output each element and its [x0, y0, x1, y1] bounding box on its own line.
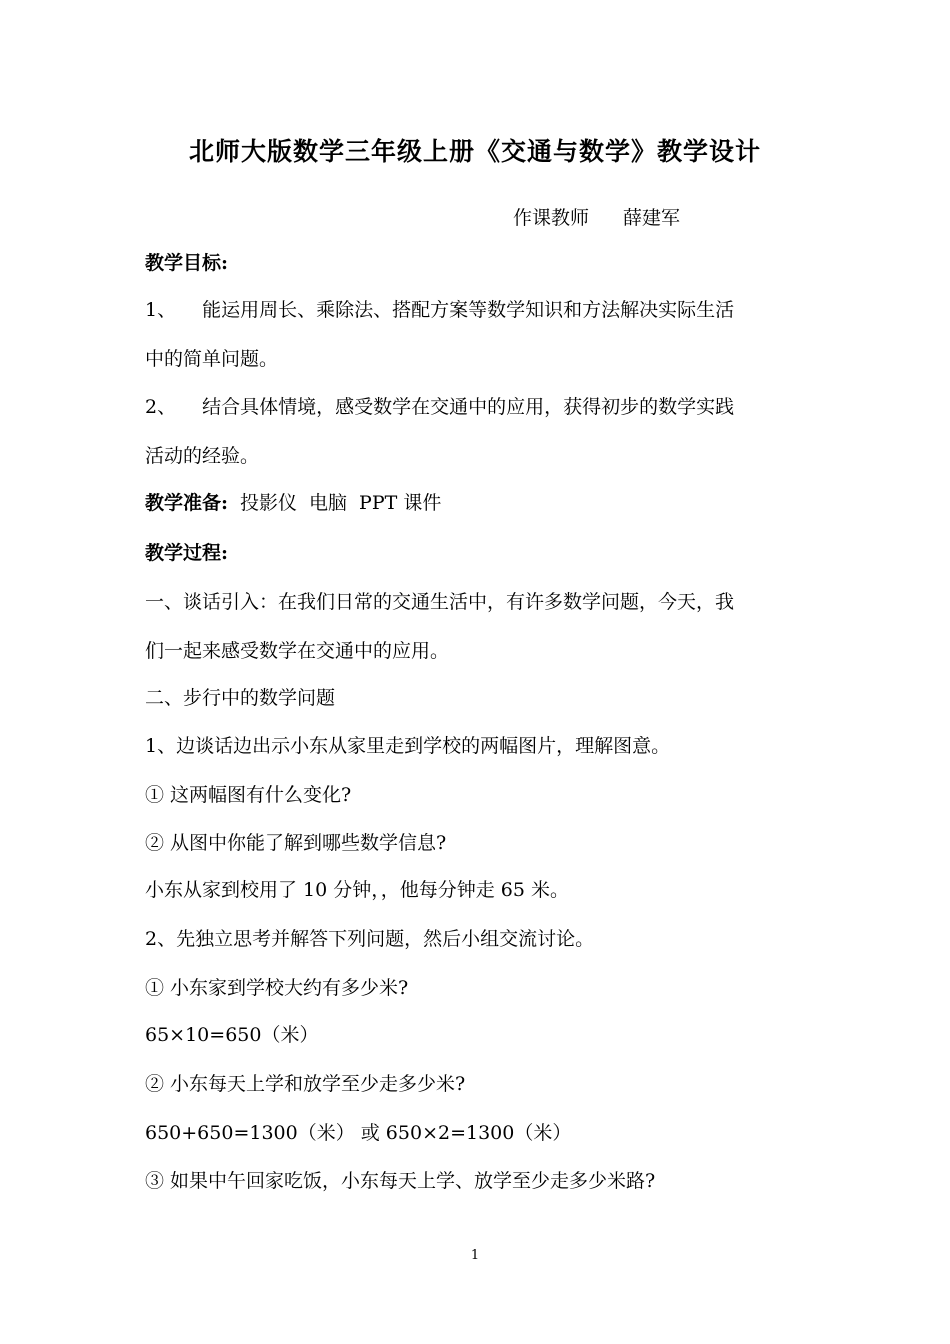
question-3: ① 小东家到学校大约有多少米?: [145, 977, 409, 999]
intro-line-2: 们一起来感受数学在交通中的应用。: [145, 640, 450, 662]
goal-item-1-text: 能运用周长、乘除法、搭配方案等数学知识和方法解决实际生活: [202, 299, 735, 321]
question-2: ② 从图中你能了解到哪些数学信息?: [145, 832, 447, 854]
document-title: 北师大版数学三年级上册《交通与数学》教学设计: [188, 137, 761, 166]
prep-heading: 教学准备:: [145, 492, 229, 514]
process-heading: 教学过程:: [145, 542, 229, 564]
author-label: 作课教师: [513, 207, 590, 229]
goal-item-2-line-2: 活动的经验。: [145, 445, 260, 467]
step-1: 1、边谈话边出示小东从家里走到学校的两幅图片，理解图意。: [145, 735, 671, 757]
question-4: ② 小东每天上学和放学至少走多少米?: [145, 1073, 466, 1095]
step-2: 2、先独立思考并解答下列问题，然后小组交流讨论。: [145, 928, 595, 950]
page-number: 1: [470, 1248, 480, 1263]
question-5: ③ 如果中午回家吃饭，小东每天上学、放学至少走多少米路?: [145, 1170, 656, 1192]
prep-item-computer: 电脑: [309, 492, 348, 514]
goal-item-1-line-1: [145, 297, 810, 323]
section-2-heading: 二、步行中的数学问题: [145, 687, 336, 709]
answer-4: 650+650=1300（米） 或 650×2=1300（米）: [145, 1122, 572, 1144]
author-name: 薛建军: [623, 207, 681, 229]
info-line: 小东从家到校用了 10 分钟，，他每分钟走 65 米。: [145, 879, 570, 901]
prep-line: [145, 490, 810, 516]
prep-item-ppt: PPT 课件: [359, 492, 442, 514]
goal-item-2-number: 2、: [145, 396, 177, 418]
goal-item-2-line-1: [145, 394, 810, 420]
intro-line-1: 一、谈话引入：在我们日常的交通生活中，有许多数学问题，今天，我: [145, 591, 735, 613]
goals-heading: 教学目标:: [145, 252, 229, 274]
goal-item-1-number: 1、: [145, 299, 177, 321]
answer-3: 65×10=650（米）: [145, 1024, 319, 1046]
prep-item-projector: 投影仪: [240, 492, 298, 514]
goal-item-2-text: 结合具体情境，感受数学在交通中的应用，获得初步的数学实践: [202, 396, 735, 418]
question-1: ① 这两幅图有什么变化?: [145, 784, 352, 806]
goal-item-1-line-2: 中的简单问题。: [145, 348, 279, 370]
author-line: [513, 203, 680, 230]
